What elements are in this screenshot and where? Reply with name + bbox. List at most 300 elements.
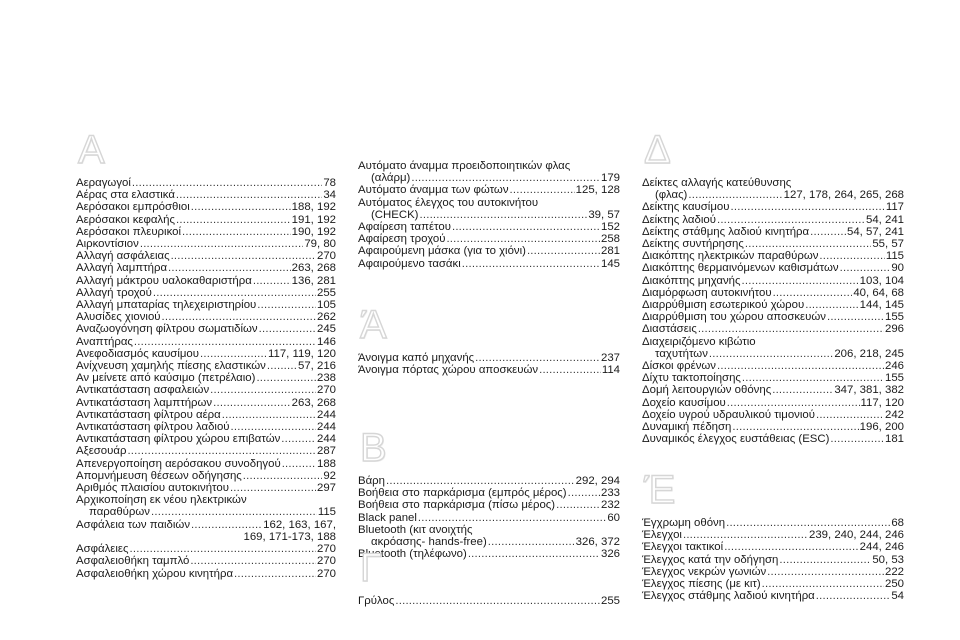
entry-term: Βοήθεια στο παρκάρισμα (πίσω μέρος)	[358, 499, 556, 512]
entry-line	[76, 568, 336, 580]
entry-term: Ασφαλειοθήκη ταμπλό	[76, 555, 190, 568]
dot-leader	[475, 352, 600, 364]
entry-term: Δοχείο υγρού υδραυλικού τιμονιού	[642, 408, 815, 421]
entry-line	[358, 487, 620, 499]
entry-line	[76, 458, 336, 470]
index-entry	[76, 409, 336, 421]
entry-line	[642, 177, 904, 189]
entry-pages: 196, 200	[859, 421, 904, 434]
entry-pages: 244	[316, 421, 336, 434]
index-section	[642, 130, 904, 445]
dot-leader	[446, 233, 600, 245]
entry-line	[76, 555, 336, 567]
entry-pages: 244	[316, 433, 336, 446]
dot-leader	[222, 409, 316, 421]
entry-term: Δυναμική πέδηση	[642, 421, 732, 434]
dot-leader	[840, 262, 891, 274]
index-entry	[76, 360, 336, 372]
dot-leader	[819, 250, 884, 262]
entry-term: Έλεγχος κατά την οδήγηση	[642, 553, 779, 566]
entry-term: Διαχειριζόμενο κιβώτιο	[642, 335, 756, 348]
index-entry	[76, 482, 336, 494]
entry-pages: 79, 80	[304, 238, 336, 251]
dot-leader	[724, 541, 858, 553]
index-entry	[358, 364, 620, 376]
index-entry	[76, 323, 336, 335]
entry-term: Διακόπτης θερμαινόμενων καθισμάτων	[642, 262, 839, 275]
index-entry	[76, 555, 336, 567]
section-letter: Β	[360, 426, 387, 470]
entry-term: Ασφαλειοθήκη χώρου κινητήρα	[76, 567, 234, 580]
dot-leader	[688, 189, 782, 201]
section-letter: Α	[78, 128, 105, 172]
entry-line	[76, 214, 336, 226]
entry-list	[358, 595, 620, 607]
entry-line	[76, 384, 336, 396]
entry-list	[358, 352, 620, 376]
index-entry	[76, 470, 336, 482]
index-entry	[76, 568, 336, 580]
entry-term: ταχυτήτων	[655, 347, 708, 360]
entry-pages: 78	[323, 177, 336, 189]
entry-pages: 255	[600, 595, 620, 607]
index-entry	[642, 529, 904, 541]
dot-leader	[717, 214, 865, 226]
dot-leader	[230, 482, 316, 494]
entry-list	[76, 177, 336, 580]
index-section	[358, 160, 620, 270]
dot-leader	[395, 595, 600, 607]
entry-term: Αξεσουάρ	[76, 445, 127, 458]
dot-leader	[256, 372, 316, 384]
entry-term: Δοχείο καυσίμου	[642, 396, 726, 409]
entry-term: Αντικατάσταση φίλτρου χώρου επιβατών	[76, 433, 281, 446]
index-entry	[76, 543, 336, 555]
entry-line	[76, 201, 336, 213]
entry-line	[76, 348, 336, 360]
entry-term: Δείκτης λαδιού	[642, 213, 716, 226]
entry-pages: 105	[316, 299, 336, 312]
dot-leader	[234, 568, 316, 580]
entry-term: Δείκτης στάθμης λαδιού κινητήρα	[642, 225, 810, 238]
entry-pages: 270	[316, 250, 336, 263]
entry-term: παραθύρων	[89, 506, 150, 519]
index-entry	[642, 177, 904, 201]
index-section	[358, 305, 620, 376]
dot-leader	[210, 384, 316, 396]
index-entry	[76, 311, 336, 323]
entry-term: Διαρρύθμιση του χώρου αποσκευών	[642, 311, 826, 324]
entry-term: Απενεργοποίηση αερόσακου συνοδηγού	[76, 457, 281, 470]
entry-pages: 127, 178, 264, 265, 268	[783, 189, 904, 202]
entry-line	[642, 384, 904, 396]
entry-term: Διακόπτης ηλεκτρικών παραθύρων	[642, 250, 819, 263]
dot-leader	[742, 372, 884, 384]
dot-leader	[151, 506, 317, 518]
entry-pages: 297	[316, 482, 336, 495]
index-entry	[642, 517, 904, 529]
entry-line	[76, 445, 336, 457]
entry-term: Διαμόρφωση αυτοκινήτου	[642, 286, 772, 299]
index-entry	[642, 384, 904, 396]
entry-term: Αφαιρούμενη μάσκα (για το χιόνι)	[358, 245, 526, 258]
dot-leader	[810, 226, 846, 238]
entry-term: Δυναμικός έλεγχος ευστάθειας (ESC)	[642, 433, 830, 446]
entry-term: (φλας)	[655, 189, 688, 202]
entry-line	[76, 531, 336, 543]
dot-leader	[200, 348, 267, 360]
entry-term: Αφαιρούμενο τασάκι	[358, 257, 461, 270]
index-entry	[642, 262, 904, 274]
entry-pages: 239, 240, 244, 246	[808, 529, 904, 542]
entry-pages: 57, 216	[297, 360, 336, 373]
dot-leader	[386, 475, 575, 487]
entry-pages: 188	[316, 457, 336, 470]
entry-pages: 179	[600, 172, 620, 185]
index-entry	[358, 499, 620, 511]
dot-leader	[767, 566, 884, 578]
entry-pages: 245	[316, 323, 336, 336]
entry-line	[76, 226, 336, 238]
entry-line	[642, 287, 904, 299]
index-entry	[358, 221, 620, 233]
index-entry	[76, 238, 336, 250]
index-entry	[642, 590, 904, 602]
index-entry	[358, 512, 620, 524]
entry-line	[358, 258, 620, 270]
dot-leader	[779, 554, 871, 566]
entry-line	[642, 409, 904, 421]
dot-leader	[830, 433, 884, 445]
entry-term: Ασφάλειες	[76, 543, 129, 556]
dot-leader	[727, 397, 860, 409]
entry-line	[76, 275, 336, 287]
entry-pages: 115	[317, 506, 336, 519]
entry-line	[76, 372, 336, 384]
dot-leader	[539, 364, 601, 376]
entry-line	[358, 184, 620, 196]
entry-line	[642, 421, 904, 433]
entry-pages: 54	[891, 590, 904, 603]
index-entry	[642, 336, 904, 360]
entry-line	[358, 221, 620, 233]
dot-leader	[462, 258, 600, 270]
entry-term: Αφαίρεση ταπέτου	[358, 221, 451, 234]
dot-leader	[527, 245, 600, 257]
entry-term: Black panel	[358, 511, 417, 524]
entry-pages: 270	[316, 384, 336, 397]
entry-term: Αρχικοποίηση εκ νέου ηλεκτρικών	[76, 494, 247, 507]
entry-pages: 55, 57	[872, 238, 904, 251]
dot-leader	[732, 421, 858, 433]
dot-leader	[717, 360, 884, 372]
index-entry	[358, 160, 620, 184]
entry-term: Έλεγχος στάθμης λαδιού κινητήρα	[642, 590, 815, 603]
entry-line	[358, 499, 620, 511]
entry-term: ακρόασης- hands-free)	[371, 536, 487, 549]
entry-pages: 263, 268	[291, 262, 336, 275]
entry-line	[642, 275, 904, 287]
entry-pages: 54, 241	[865, 213, 904, 226]
entry-line	[642, 566, 904, 578]
entry-line	[76, 397, 336, 409]
index-entry	[642, 433, 904, 445]
index-entry	[642, 578, 904, 590]
entry-pages: 103, 104	[859, 274, 904, 287]
entry-pages: 296	[884, 323, 904, 336]
dot-leader	[259, 323, 316, 335]
entry-pages: 50, 53	[872, 553, 904, 566]
entry-term: Αλλαγή μάκτρου υαλοκαθαριστήρα	[76, 274, 252, 287]
dot-leader	[129, 543, 316, 555]
entry-term: Διακόπτης μηχανής	[642, 274, 741, 287]
entry-term: Έλεγχος πίεσης (με κιτ)	[642, 578, 761, 591]
index-entry	[76, 519, 336, 543]
entry-line	[358, 536, 620, 548]
index-entry	[358, 524, 620, 548]
entry-term: Bluetooth (κιτ ανοιχτής	[358, 523, 473, 536]
entry-line	[358, 352, 620, 364]
dot-leader	[176, 189, 322, 201]
dot-leader	[816, 409, 884, 421]
index-entry	[358, 595, 620, 607]
entry-term: Αυτόματος έλεγχος του αυτοκινήτου	[358, 196, 539, 209]
index-entry	[76, 226, 336, 238]
entry-line	[642, 250, 904, 262]
entry-term: (αλάρμ)	[371, 172, 411, 185]
section-letter: Δ	[644, 128, 671, 172]
index-entry	[642, 214, 904, 226]
index-section	[358, 428, 620, 560]
entry-term: Έγχρωμη οθόνη	[642, 517, 726, 529]
index-entry	[76, 384, 336, 396]
entry-line	[358, 595, 620, 607]
entry-list	[642, 517, 904, 602]
entry-pages: 262	[316, 311, 336, 324]
index-section	[76, 130, 336, 580]
index-entry	[76, 275, 336, 287]
section-letter: Γ	[360, 546, 383, 590]
entry-line	[358, 245, 620, 257]
dot-leader	[741, 275, 858, 287]
entry-line	[358, 160, 620, 172]
entry-line	[642, 262, 904, 274]
index-entry	[358, 197, 620, 221]
index-entry	[76, 177, 336, 189]
entry-term: Αφαίρεση τροχού	[358, 233, 446, 246]
index-entry	[358, 233, 620, 245]
entry-pages: 237	[600, 352, 620, 364]
entry-pages: 326, 372	[575, 536, 620, 549]
entry-pages: 34	[323, 189, 336, 202]
index-entry	[76, 287, 336, 299]
index-entry	[642, 372, 904, 384]
entry-pages: 114	[601, 364, 620, 377]
entry-term: Δίσκοι φρένων	[642, 360, 716, 373]
entry-pages: 270	[316, 567, 336, 580]
dot-leader	[805, 299, 858, 311]
entry-line	[642, 360, 904, 372]
entry-line	[76, 238, 336, 250]
dot-leader	[419, 209, 587, 221]
index-entry	[76, 336, 336, 348]
entry-pages: 244, 246	[859, 541, 904, 554]
entry-line	[642, 201, 904, 213]
entry-pages: 255	[316, 286, 336, 299]
entry-pages: 169, 171-173, 188	[243, 530, 336, 543]
entry-line	[642, 541, 904, 553]
section-letter: Έ	[644, 468, 676, 512]
entry-term: Αναπτήρας	[76, 335, 133, 348]
index-entry	[76, 214, 336, 226]
entry-term: Άνοιγμα καπό μηχανής	[358, 352, 475, 364]
index-entry	[642, 397, 904, 409]
entry-pages: 206, 218, 245	[834, 347, 904, 360]
index-entry	[642, 250, 904, 262]
dot-leader	[745, 238, 871, 250]
dot-leader	[253, 275, 291, 287]
entry-pages: 117, 119, 120	[268, 347, 336, 360]
index-entry	[358, 487, 620, 499]
index-entry	[642, 275, 904, 287]
entry-term: Αεραγωγοί	[76, 177, 131, 189]
entry-line	[76, 506, 336, 518]
dot-leader	[257, 299, 316, 311]
entry-line	[76, 519, 336, 531]
entry-pages: 270	[316, 555, 336, 568]
dot-leader	[127, 445, 316, 457]
entry-line	[76, 482, 336, 494]
dot-leader	[243, 470, 323, 482]
entry-pages: 191, 192	[291, 213, 336, 226]
entry-pages: 155	[884, 372, 904, 385]
entry-term: Απομνήμευση θέσεων οδήγησης	[76, 469, 242, 482]
entry-pages: 92	[323, 469, 336, 482]
entry-term: Αυτόματο άναμμα των φώτων	[358, 184, 509, 197]
index-entry	[358, 184, 620, 196]
entry-pages: 145	[600, 257, 620, 270]
index-entry	[76, 189, 336, 201]
entry-term: Έλεγχοι τακτικοί	[642, 541, 724, 554]
index-entry	[76, 262, 336, 274]
index-entry	[642, 323, 904, 335]
entry-line	[76, 470, 336, 482]
entry-term: Δείκτες αλλαγής κατεύθυνσης	[642, 177, 792, 189]
index-entry	[76, 348, 336, 360]
entry-term: Δίχτυ τακτοποίησης	[642, 372, 741, 385]
entry-line	[642, 323, 904, 335]
entry-pages: 232	[600, 499, 620, 512]
entry-pages: 155	[884, 311, 904, 324]
dot-leader	[153, 287, 316, 299]
entry-line	[76, 494, 336, 506]
dot-leader	[190, 555, 316, 567]
entry-term: Δείκτης καυσίμου	[642, 201, 730, 214]
entry-line	[76, 323, 336, 335]
entry-pages: 125, 128	[575, 184, 620, 197]
entry-pages: 117, 120	[860, 396, 904, 409]
dot-leader	[281, 433, 316, 445]
entry-pages: 242	[884, 408, 904, 421]
dot-leader	[411, 172, 600, 184]
entry-pages: 250	[884, 578, 904, 591]
index-entry	[642, 311, 904, 323]
index-entry	[642, 421, 904, 433]
entry-line	[642, 214, 904, 226]
dot-leader	[182, 226, 291, 238]
entry-pages: 263, 268	[291, 396, 336, 409]
entry-pages: 40, 64, 68	[853, 286, 904, 299]
entry-line	[76, 177, 336, 189]
entry-line	[642, 372, 904, 384]
entry-pages: 292, 294	[575, 475, 620, 487]
dot-leader	[730, 201, 884, 213]
entry-term: Αέρας στα ελαστικά	[76, 189, 175, 202]
entry-line	[76, 409, 336, 421]
section-letter: Ά	[360, 303, 387, 347]
entry-term: Έλεγχοι	[642, 529, 682, 542]
index-entry	[642, 201, 904, 213]
dot-leader	[134, 336, 316, 348]
entry-line	[76, 543, 336, 555]
entry-line	[358, 512, 620, 524]
dot-leader	[510, 184, 575, 196]
index-entry	[358, 475, 620, 487]
entry-term: Αντικατάσταση φίλτρου αέρα	[76, 408, 221, 421]
entry-line	[642, 529, 904, 541]
dot-leader	[726, 517, 890, 529]
index-entry	[642, 226, 904, 238]
entry-pages: 190, 192	[291, 225, 336, 238]
entry-term: Αλλαγή μπαταρίας τηλεχειριστηρίου	[76, 299, 257, 312]
index-entry	[642, 238, 904, 250]
index-section	[358, 548, 620, 607]
dot-leader	[282, 458, 316, 470]
entry-pages: 54, 57, 241	[846, 225, 904, 238]
entry-term: Αντικατάσταση φίλτρου λαδιού	[76, 421, 230, 434]
entry-line	[642, 348, 904, 360]
dot-leader	[191, 201, 291, 213]
index-entry	[76, 250, 336, 262]
entry-line	[642, 554, 904, 566]
dot-leader	[709, 348, 833, 360]
index-entry	[76, 433, 336, 445]
entry-line	[642, 517, 904, 529]
entry-term: Βάρη	[358, 475, 385, 487]
dot-leader	[168, 262, 291, 274]
index-entry	[642, 287, 904, 299]
entry-pages: 188, 192	[291, 201, 336, 214]
dot-leader	[556, 499, 600, 511]
entry-term: (CHECK)	[371, 208, 419, 221]
entry-line	[76, 360, 336, 372]
dot-leader	[452, 221, 600, 233]
entry-line	[642, 433, 904, 445]
dot-leader	[231, 421, 316, 433]
entry-pages: 90	[891, 262, 904, 275]
entry-line	[76, 287, 336, 299]
entry-line	[642, 226, 904, 238]
entry-line	[642, 189, 904, 201]
entry-line	[642, 590, 904, 602]
entry-term: Αλλαγή ασφάλειας	[76, 250, 170, 263]
index-entry	[642, 360, 904, 372]
entry-term: Δομή λειτουργιών οθόνης	[642, 384, 772, 397]
dot-leader	[568, 487, 600, 499]
entry-term: Αντικατάσταση ασφαλειών	[76, 384, 210, 397]
entry-line	[642, 238, 904, 250]
dot-leader	[683, 529, 808, 541]
